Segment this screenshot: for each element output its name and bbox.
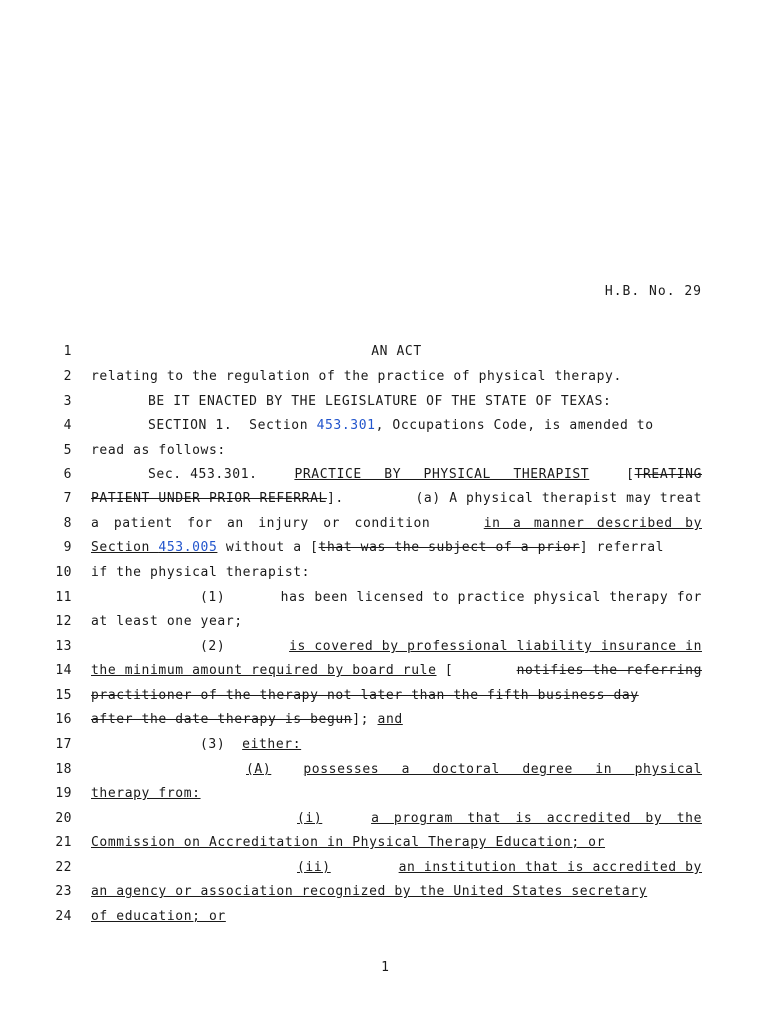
line-number: 15 (55, 688, 72, 703)
line-9-text-b: without a [ (217, 540, 319, 555)
enacting-clause: BE IT ENACTED BY THE LEGISLATURE OF THE STATE OF TEXAS: (148, 394, 612, 409)
line-number: 11 (55, 590, 72, 605)
item-i-label: (i) (297, 811, 323, 826)
page-number: 1 (381, 960, 389, 975)
act-heading (91, 344, 702, 360)
line-24 (91, 909, 702, 925)
item-2-label: (2) (200, 639, 226, 654)
line-7 (91, 491, 702, 507)
bracket-open-2: [ (436, 663, 454, 678)
item-1-text: has been licensed to practice physical therapy for (280, 590, 702, 605)
line-number: 18 (55, 762, 72, 777)
line-number: 5 (63, 443, 72, 458)
line-15 (91, 688, 702, 704)
line-number: 4 (63, 418, 72, 433)
line-4 (91, 418, 702, 434)
inserted-text-program: a program that is accredited by the (371, 811, 702, 826)
inserted-text-education: of education; or (91, 909, 226, 924)
line-18 (91, 762, 702, 778)
line-12-text: at least one year; (91, 614, 243, 629)
line-6 (91, 467, 702, 483)
item-3-label: (3) (200, 737, 226, 752)
new-section-heading: PRACTICE BY PHYSICAL THERAPIST (294, 467, 590, 482)
line-5 (91, 443, 702, 459)
line-number: 14 (55, 663, 72, 678)
bracket-close-2: ]; (352, 712, 378, 727)
inserted-text-institution: an institution that is accredited by (398, 860, 702, 875)
line-4-text-c: , Occupations Code, is amended to (375, 418, 654, 433)
line-number: 3 (63, 394, 72, 409)
line-9 (91, 540, 702, 556)
inserted-text-therapy-from: therapy from: (91, 786, 201, 801)
line-number: 8 (63, 516, 72, 531)
line-9-text-d: ] referral (579, 540, 665, 555)
inserted-text-agency: an agency or association recognized by the United States secretary (91, 884, 648, 899)
line-8 (91, 516, 702, 532)
line-number: 9 (63, 540, 72, 555)
line-16 (91, 712, 702, 728)
item-1-label: (1) (200, 590, 226, 605)
line-number: 12 (55, 614, 72, 629)
bracket-close: ]. (326, 491, 344, 506)
bill-number: H.B. No. 29 (604, 284, 702, 299)
item-a-label: (A) (246, 762, 272, 777)
line-23 (91, 884, 702, 900)
line-number: 22 (55, 860, 72, 875)
act-heading-text: AN ACT (371, 344, 422, 359)
line-number: 16 (55, 712, 72, 727)
line-number: 23 (55, 884, 72, 899)
inserted-text-manner: in a manner described by (483, 516, 702, 531)
line-number: 17 (55, 737, 72, 752)
line-number: 20 (55, 811, 72, 826)
line-12 (91, 614, 702, 630)
line-number: 1 (63, 344, 72, 359)
line-22 (91, 860, 702, 876)
line-13 (91, 639, 702, 655)
inserted-text-either: either: (242, 737, 302, 752)
line-19 (91, 786, 702, 802)
inserted-text-and: and (377, 712, 403, 727)
inserted-text-insurance: is covered by professional liability insurance in (289, 639, 702, 654)
line-21 (91, 835, 702, 851)
line-4-text-b: Section (249, 418, 309, 433)
line-17 (91, 737, 702, 753)
section-453-301-link[interactable]: 453.301 (316, 418, 376, 433)
inserted-text-commission: Commission on Accreditation in Physical Therapy Education; or (91, 835, 606, 850)
line-number: 2 (63, 369, 72, 384)
deleted-text-notifies: notifies the referring (516, 663, 702, 678)
line-number: 13 (55, 639, 72, 654)
line-20 (91, 811, 702, 827)
section-ref-text: Section (91, 540, 159, 555)
deleted-heading-part-2: PATIENT UNDER PRIOR REFERRAL (91, 491, 327, 506)
line-number: 6 (63, 467, 72, 482)
deleted-text-after-date: after the date therapy is begun (91, 712, 353, 727)
line-10 (91, 565, 702, 581)
line-5-text: read as follows: (91, 443, 226, 458)
line-7-text: (a) A physical therapist may treat (415, 491, 702, 506)
deleted-heading-part-1: TREATING (634, 467, 702, 482)
deleted-text-prior: that was the subject of a prior (318, 540, 580, 555)
item-ii-label: (ii) (297, 860, 331, 875)
line-number: 19 (55, 786, 72, 801)
line-2 (91, 369, 702, 385)
line-8-text: a patient for an injury or condition (91, 516, 431, 531)
line-number: 24 (55, 909, 72, 924)
line-11 (91, 590, 702, 606)
section-number: Sec. 453.301. (148, 467, 258, 482)
section-453-005-link[interactable]: 453.005 (158, 540, 218, 555)
line-3 (91, 394, 702, 410)
inserted-text-doctoral: possesses a doctoral degree in physical (303, 762, 702, 777)
line-number: 10 (55, 565, 72, 580)
line-number: 7 (63, 491, 72, 506)
inserted-text-board-rule: the minimum amount required by board rule (91, 663, 437, 678)
section-label: SECTION 1. (148, 418, 233, 433)
deleted-text-practitioner: practitioner of the therapy not later than the fifth business day (91, 688, 639, 703)
line-14 (91, 663, 702, 679)
line-10-text: if the physical therapist: (91, 565, 311, 580)
line-number: 21 (55, 835, 72, 850)
caption-text: relating to the regulation of the practice of physical therapy. (91, 369, 622, 384)
bracket-open: [ (626, 467, 635, 482)
